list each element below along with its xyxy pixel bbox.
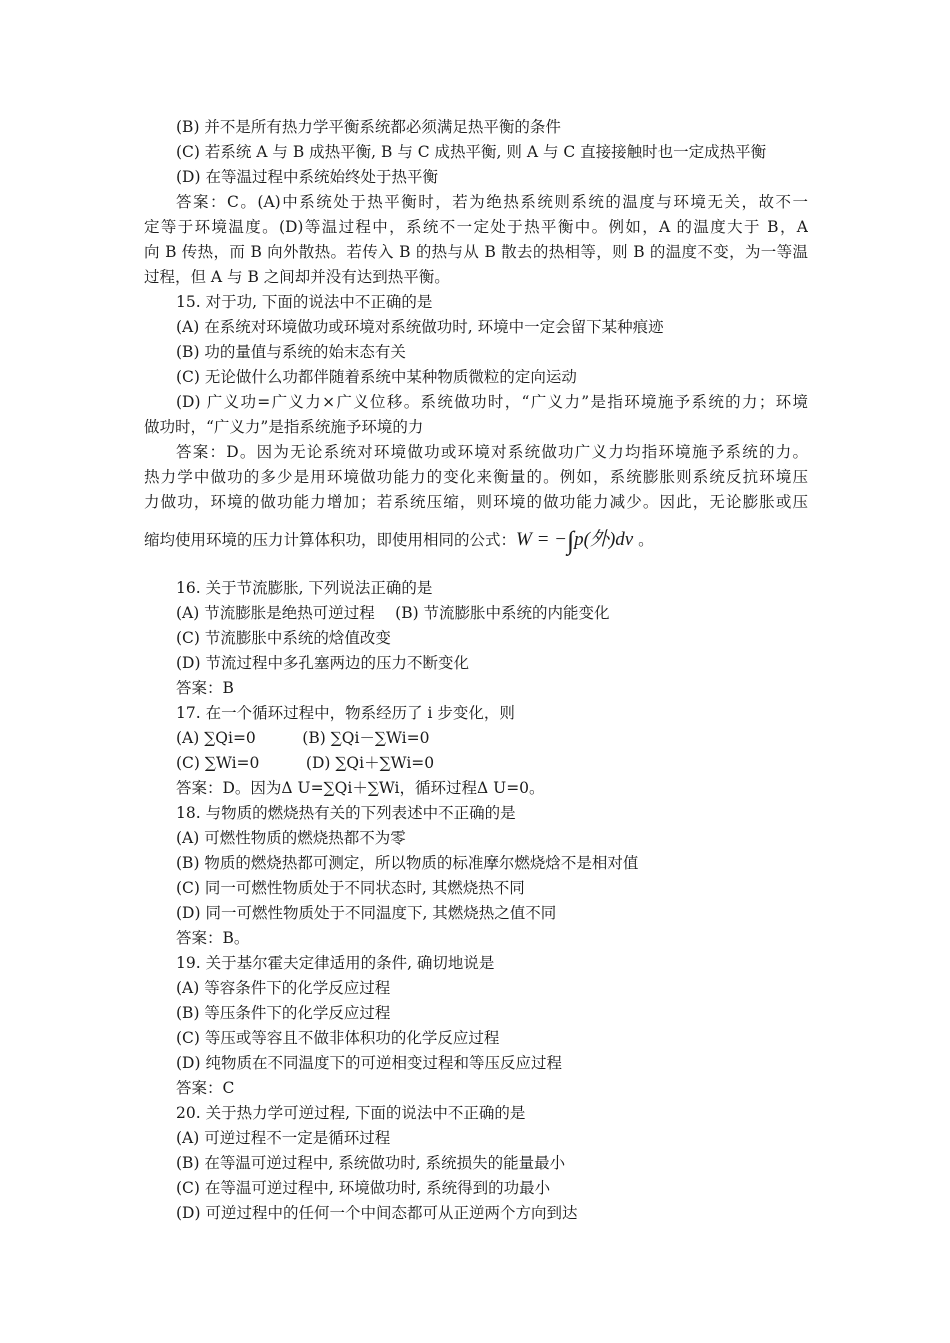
line-text: 答案：D。因为无论系统对环境做功或环境对系统做功广义力均指环境施予系统的力。 (176, 443, 808, 461)
text-line (144, 240, 808, 265)
line-text: (D) 广义功=广义力×广义位移。系统做功时，“广义力”是指环境施予系统的力；环境 (176, 393, 808, 411)
text-line (0, 576, 950, 601)
text-line (144, 440, 808, 465)
text-line (0, 626, 950, 651)
line-text: 定等于环境温度。(D)等温过程中，系统不一定处于热平衡中。例如，A 的温度大于 B，A (144, 218, 808, 236)
integral-sign: ∫ (567, 526, 575, 555)
text-line (0, 976, 950, 1001)
text-line (0, 676, 950, 701)
line-text: (C) 在等温可逆过程中, 环境做功时, 系统得到的功最小 (176, 1179, 551, 1197)
text-line (144, 490, 808, 515)
line-text: 力做功，环境的做功能力增加；若系统压缩，则环境的做功能力减少。因此，无论膨胀或压 (144, 493, 808, 511)
line-text: (B) 在等温可逆过程中, 系统做功时, 系统损失的能量最小 (176, 1154, 566, 1172)
line-text: 做功时，“广义力”是指系统施予环境的力 (144, 418, 424, 436)
text-line (0, 601, 950, 626)
line-text: 16. 关于节流膨胀, 下列说法正确的是 (176, 579, 433, 597)
text-line (144, 215, 808, 240)
line-text: (A) ∑Qi=0 (B) ∑Qi－∑Wi=0 (176, 729, 430, 747)
line-text: (A) 可逆过程不一定是循环过程 (176, 1129, 391, 1147)
text-line (0, 726, 950, 751)
line-text: (A) 节流膨胀是绝热可逆过程 (B) 节流膨胀中系统的内能变化 (176, 604, 610, 622)
text-line (0, 315, 950, 340)
text-line (0, 115, 950, 140)
line-text: 答案：C。(A)中系统处于热平衡时，若为绝热系统则系统的温度与环境无关，故不一 (176, 193, 808, 211)
line-text: (C) 无论做什么功都伴随着系统中某种物质微粒的定向运动 (176, 368, 577, 386)
line-text: 缩均使用环境的压力计算体积功，即使用相同的公式： (144, 531, 517, 549)
text-line (0, 651, 950, 676)
line-text: 15. 对于功, 下面的说法中不正确的是 (176, 293, 433, 311)
text-line (0, 826, 950, 851)
formula-lhs: W = − (516, 529, 567, 550)
line-text: 热力学中做功的多少是用环境做功能力的变化来衡量的。例如，系统膨胀则系统反抗环境压 (144, 468, 808, 486)
line-text: (D) 同一可燃性物质处于不同温度下, 其燃烧热之值不同 (176, 904, 557, 922)
text-line (0, 751, 950, 776)
text-line (0, 876, 950, 901)
line-text: (A) 可燃性物质的燃烧热都不为零 (176, 829, 406, 847)
line-text: 17. 在一个循环过程中，物系经历了 i 步变化，则 (176, 704, 515, 722)
text-line (0, 265, 950, 290)
text-line (0, 165, 950, 190)
line-text: 答案：B (176, 679, 234, 697)
text-line (0, 365, 950, 390)
text-line (0, 801, 950, 826)
text-line (0, 140, 950, 165)
text-line (0, 701, 950, 726)
line-text: (B) 等压条件下的化学反应过程 (176, 1004, 391, 1022)
line-text: 20. 关于热力学可逆过程, 下面的说法中不正确的是 (176, 1104, 526, 1122)
formula-integrand: p(外)dv (574, 529, 634, 550)
line-text: (D) 可逆过程中的任何一个中间态都可从正逆两个方向到达 (176, 1204, 578, 1222)
text-line (0, 1126, 950, 1151)
line-text: (D) 在等温过程中系统始终处于热平衡 (176, 168, 438, 186)
text-line (0, 1026, 950, 1051)
text-line (144, 465, 808, 490)
line-text: (A) 在系统对环境做功或环境对系统做功时, 环境中一定会留下某种痕迹 (176, 318, 664, 336)
text-line (0, 951, 950, 976)
text-line (144, 190, 808, 215)
text-line (0, 527, 950, 553)
text-line (0, 1001, 950, 1026)
line-text: (C) 若系统 A 与 B 成热平衡, B 与 C 成热平衡, 则 A 与 C 直接接触时也一定成热平衡 (176, 143, 767, 161)
text-line (0, 1201, 950, 1226)
line-text: 过程，但 A 与 B 之间却并没有达到热平衡。 (144, 268, 450, 286)
text-line (0, 415, 950, 440)
line-text: 答案：B。 (176, 929, 250, 947)
text-line (0, 1051, 950, 1076)
text-line (0, 851, 950, 876)
line-text: (D) 节流过程中多孔塞两边的压力不断变化 (176, 654, 469, 672)
line-text: (A) 等容条件下的化学反应过程 (176, 979, 391, 997)
text-line (0, 901, 950, 926)
line-text: (C) ∑Wi=0 (D) ∑Qi＋∑Wi=0 (176, 754, 435, 772)
line-text: 向 B 传热，而 B 向外散热。若传入 B 的热与从 B 散去的热相等，则 B 的温度不变，为一等温 (144, 243, 808, 261)
text-line (0, 1076, 950, 1101)
line-text: (C) 同一可燃性物质处于不同状态时, 其燃烧热不同 (176, 879, 525, 897)
work-formula (516, 526, 634, 555)
text-line (0, 1101, 950, 1126)
text-line (0, 926, 950, 951)
text-line (0, 1151, 950, 1176)
text-line (0, 340, 950, 365)
line-text: (B) 物质的燃烧热都可测定，所以物质的标准摩尔燃烧焓不是相对值 (176, 854, 639, 872)
text-line (0, 290, 950, 315)
line-suffix: 。 (633, 531, 654, 549)
text-line (0, 1176, 950, 1201)
line-text: 答案：C (176, 1079, 235, 1097)
line-text: (C) 节流膨胀中系统的焓值改变 (176, 629, 391, 647)
line-text: (B) 并不是所有热力学平衡系统都必须满足热平衡的条件 (176, 118, 561, 136)
line-text: 19. 关于基尔霍夫定律适用的条件, 确切地说是 (176, 954, 495, 972)
text-line (0, 776, 950, 801)
line-text: 18. 与物质的燃烧热有关的下列表述中不正确的是 (176, 804, 516, 822)
line-text: (B) 功的量值与系统的始末态有关 (176, 343, 406, 361)
text-line (144, 390, 808, 415)
line-text: (D) 纯物质在不同温度下的可逆相变过程和等压反应过程 (176, 1054, 562, 1072)
line-text: 答案：D。因为Δ U=∑Qi＋∑Wi，循环过程Δ U=0。 (176, 779, 545, 797)
line-text: (C) 等压或等容且不做非体积功的化学反应过程 (176, 1029, 500, 1047)
